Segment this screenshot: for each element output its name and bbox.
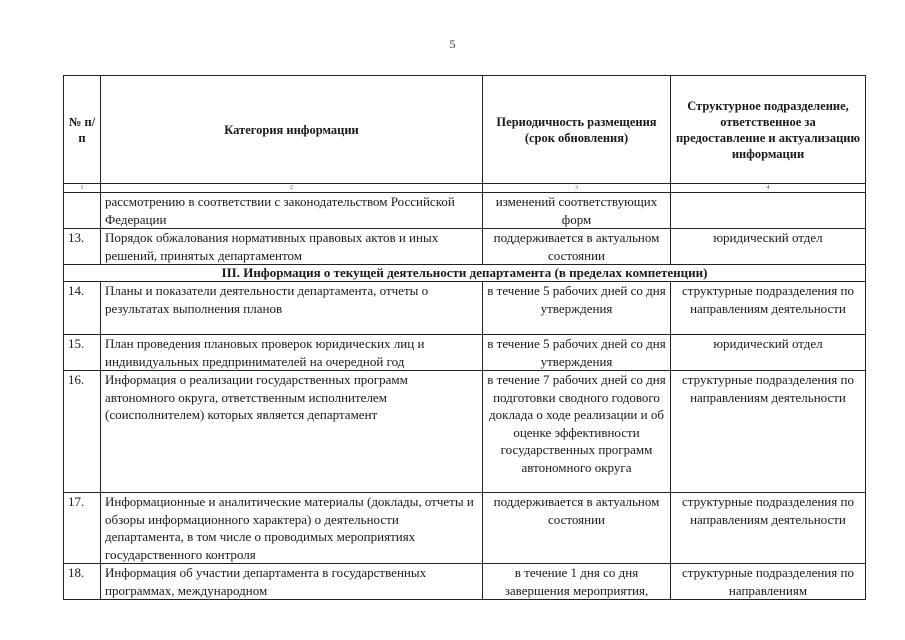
row-category: Информационные и аналитические материалы (доклады, отчеты и обзоры информационного характера) о деятельности департамента, в том числе о проводимых мероприятиях государственного контроля bbox=[101, 493, 483, 564]
row-period: изменений соответствующих форм bbox=[483, 193, 671, 229]
row-category: Порядок обжалования нормативных правовых актов и иных решений, принятых департаментом bbox=[101, 229, 483, 265]
table-row bbox=[64, 229, 866, 265]
column-index: 2 bbox=[101, 184, 483, 193]
table-row bbox=[64, 493, 866, 564]
row-number: 18. bbox=[64, 564, 101, 600]
column-index: 4 bbox=[671, 184, 866, 193]
row-period: в течение 7 рабочих дней со дня подготовки сводного годового доклада о ходе реализации и об оценке эффективности государственных программ автономного округа bbox=[483, 371, 671, 493]
header-responsible: Структурное подразделение, ответственное за предоставление и актуализацию информации bbox=[671, 76, 866, 184]
row-number: 16. bbox=[64, 371, 101, 493]
table-row bbox=[64, 282, 866, 335]
row-period: поддерживается в актуальном состоянии bbox=[483, 493, 671, 564]
table-header-row bbox=[64, 76, 866, 184]
header-period: Периодичность размещения (срок обновления) bbox=[483, 76, 671, 184]
row-number: 13. bbox=[64, 229, 101, 265]
table-row bbox=[64, 335, 866, 371]
row-period: в течение 1 дня со дня завершения мероприятия, bbox=[483, 564, 671, 600]
row-number bbox=[64, 193, 101, 229]
table-row bbox=[64, 564, 866, 600]
section-heading: III. Информация о текущей деятельности департамента (в пределах компетенции) bbox=[64, 265, 866, 282]
table-row bbox=[64, 193, 866, 229]
row-responsible: юридический отдел bbox=[671, 335, 866, 371]
row-number: 17. bbox=[64, 493, 101, 564]
row-responsible: структурные подразделения по направлениям bbox=[671, 564, 866, 600]
row-period: в течение 5 рабочих дней со дня утверждения bbox=[483, 335, 671, 371]
row-category: План проведения плановых проверок юридических лиц и индивидуальных предпринимателей на очередной год bbox=[101, 335, 483, 371]
row-responsible bbox=[671, 193, 866, 229]
row-category: Информация о реализации государственных программ автономного округа, ответственным исполнителем (соисполнителем) которых является департамент bbox=[101, 371, 483, 493]
row-responsible: структурные подразделения по направлениям деятельности bbox=[671, 282, 866, 335]
column-index: 1 bbox=[64, 184, 101, 193]
row-category: Информация об участии департамента в государственных программах, международном bbox=[101, 564, 483, 600]
row-number: 14. bbox=[64, 282, 101, 335]
row-period: в течение 5 рабочих дней со дня утверждения bbox=[483, 282, 671, 335]
row-responsible: структурные подразделения по направлениям деятельности bbox=[671, 493, 866, 564]
row-responsible: структурные подразделения по направлениям деятельности bbox=[671, 371, 866, 493]
header-num: № п/п bbox=[64, 76, 101, 184]
column-index: 3 bbox=[483, 184, 671, 193]
row-category: Планы и показатели деятельности департамента, отчеты о результатах выполнения планов bbox=[101, 282, 483, 335]
table-row bbox=[64, 371, 866, 493]
row-period: поддерживается в актуальном состоянии bbox=[483, 229, 671, 265]
information-table bbox=[63, 75, 866, 600]
row-number: 15. bbox=[64, 335, 101, 371]
page-number: 5 bbox=[449, 37, 456, 51]
row-responsible: юридический отдел bbox=[671, 229, 866, 265]
column-index-row bbox=[64, 184, 866, 193]
section-heading-row bbox=[64, 265, 866, 282]
row-category: рассмотрению в соответствии с законодательством Российской Федерации bbox=[101, 193, 483, 229]
header-category: Категория информации bbox=[101, 76, 483, 184]
